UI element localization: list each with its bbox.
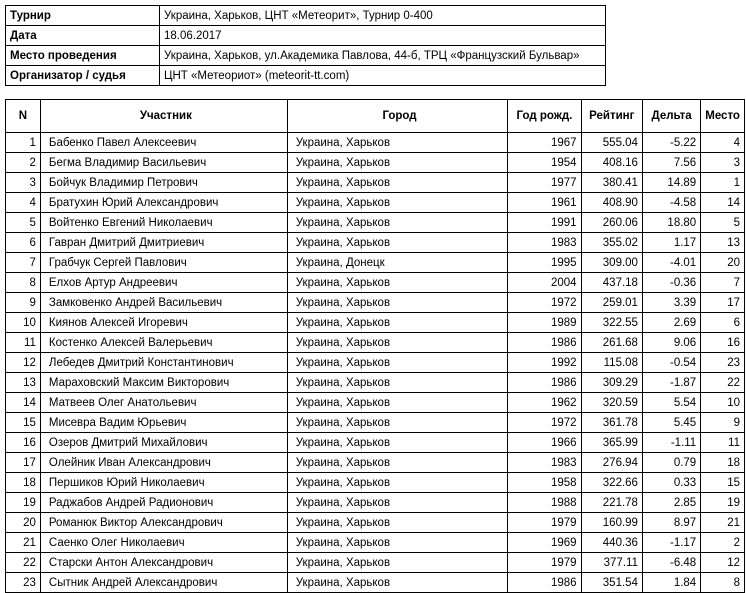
cell-name: Раджабов Андрей Радионович <box>40 493 287 513</box>
cell-delta: 0.79 <box>642 453 700 473</box>
cell-name: Грабчук Сергей Павлович <box>40 253 287 273</box>
cell-place: 7 <box>701 273 745 293</box>
table-row <box>6 213 745 233</box>
table-row <box>6 133 745 153</box>
cell-year: 1986 <box>508 333 581 353</box>
cell-name: Матвеев Олег Анатольевич <box>40 393 287 413</box>
cell-place: 6 <box>701 313 745 333</box>
cell-year: 1995 <box>508 253 581 273</box>
cell-name: Замковенко Андрей Васильевич <box>40 293 287 313</box>
table-row <box>6 453 745 473</box>
cell-city: Украина, Харьков <box>287 513 508 533</box>
table-row <box>6 353 745 373</box>
cell-delta: 5.45 <box>642 413 700 433</box>
cell-name: Озеров Дмитрий Михайлович <box>40 433 287 453</box>
results-table <box>5 99 745 593</box>
cell-delta: 2.85 <box>642 493 700 513</box>
cell-place: 10 <box>701 393 745 413</box>
cell-n: 2 <box>6 153 41 173</box>
table-row <box>6 333 745 353</box>
cell-place: 23 <box>701 353 745 373</box>
info-label: Турнир <box>6 6 160 26</box>
cell-city: Украина, Харьков <box>287 273 508 293</box>
cell-city: Украина, Харьков <box>287 573 508 593</box>
cell-rating: 115.08 <box>581 353 642 373</box>
cell-place: 8 <box>701 573 745 593</box>
cell-delta: -0.54 <box>642 353 700 373</box>
cell-rating: 365.99 <box>581 433 642 453</box>
cell-place: 11 <box>701 433 745 453</box>
cell-rating: 320.59 <box>581 393 642 413</box>
cell-delta: 8.97 <box>642 513 700 533</box>
cell-year: 1966 <box>508 433 581 453</box>
cell-n: 4 <box>6 193 41 213</box>
cell-rating: 276.94 <box>581 453 642 473</box>
cell-delta: -1.87 <box>642 373 700 393</box>
cell-name: Мисевра Вадим Юрьевич <box>40 413 287 433</box>
cell-delta: 3.39 <box>642 293 700 313</box>
cell-rating: 322.55 <box>581 313 642 333</box>
cell-city: Украина, Харьков <box>287 533 508 553</box>
info-row-organizer <box>6 66 606 86</box>
cell-name: Костенко Алексей Валерьевич <box>40 333 287 353</box>
cell-rating: 309.00 <box>581 253 642 273</box>
table-row <box>6 173 745 193</box>
cell-rating: 259.01 <box>581 293 642 313</box>
cell-name: Елхов Артур Андреевич <box>40 273 287 293</box>
cell-n: 19 <box>6 493 41 513</box>
cell-year: 1986 <box>508 373 581 393</box>
cell-rating: 555.04 <box>581 133 642 153</box>
info-value: 18.06.2017 <box>160 26 606 46</box>
cell-year: 2004 <box>508 273 581 293</box>
info-label: Организатор / судья <box>6 66 160 86</box>
cell-place: 13 <box>701 233 745 253</box>
cell-name: Першиков Юрий Николаевич <box>40 473 287 493</box>
cell-name: Романюк Виктор Александрович <box>40 513 287 533</box>
cell-place: 18 <box>701 453 745 473</box>
cell-rating: 261.68 <box>581 333 642 353</box>
cell-name: Бойчук Владимир Петрович <box>40 173 287 193</box>
cell-name: Бабенко Павел Алексеевич <box>40 133 287 153</box>
cell-rating: 361.78 <box>581 413 642 433</box>
cell-year: 1986 <box>508 573 581 593</box>
cell-n: 3 <box>6 173 41 193</box>
cell-delta: 0.33 <box>642 473 700 493</box>
cell-city: Украина, Харьков <box>287 333 508 353</box>
cell-place: 2 <box>701 533 745 553</box>
cell-rating: 309.29 <box>581 373 642 393</box>
cell-rating: 437.18 <box>581 273 642 293</box>
cell-year: 1983 <box>508 453 581 473</box>
cell-name: Войтенко Евгений Николаевич <box>40 213 287 233</box>
table-row <box>6 553 745 573</box>
cell-name: Сытник Андрей Александрович <box>40 573 287 593</box>
column-header-delta: Дельта <box>642 100 700 133</box>
cell-name: Киянов Алексей Игоревич <box>40 313 287 333</box>
table-row <box>6 473 745 493</box>
cell-year: 1969 <box>508 533 581 553</box>
table-row <box>6 233 745 253</box>
info-value: Украина, Харьков, ул.Академика Павлова, 44-б, ТРЦ «Французский Бульвар» <box>160 46 606 66</box>
cell-n: 11 <box>6 333 41 353</box>
cell-year: 1972 <box>508 293 581 313</box>
cell-n: 14 <box>6 393 41 413</box>
cell-n: 8 <box>6 273 41 293</box>
cell-name: Мараховский Максим Викторович <box>40 373 287 393</box>
cell-n: 9 <box>6 293 41 313</box>
column-header-rating: Рейтинг <box>581 100 642 133</box>
results-body <box>6 133 745 593</box>
column-header-n: N <box>6 100 41 133</box>
cell-year: 1979 <box>508 513 581 533</box>
cell-place: 3 <box>701 153 745 173</box>
cell-place: 12 <box>701 553 745 573</box>
cell-city: Украина, Харьков <box>287 453 508 473</box>
cell-name: Саенко Олег Николаевич <box>40 533 287 553</box>
cell-city: Украина, Харьков <box>287 213 508 233</box>
cell-year: 1962 <box>508 393 581 413</box>
cell-city: Украина, Харьков <box>287 153 508 173</box>
cell-n: 21 <box>6 533 41 553</box>
cell-year: 1972 <box>508 413 581 433</box>
cell-city: Украина, Харьков <box>287 373 508 393</box>
table-row <box>6 153 745 173</box>
info-value: ЦНТ «Метеориот» (meteorit-tt.com) <box>160 66 606 86</box>
cell-delta: -0.36 <box>642 273 700 293</box>
table-row <box>6 393 745 413</box>
cell-city: Украина, Харьков <box>287 233 508 253</box>
table-row <box>6 513 745 533</box>
cell-city: Украина, Харьков <box>287 313 508 333</box>
cell-year: 1992 <box>508 353 581 373</box>
cell-n: 15 <box>6 413 41 433</box>
cell-year: 1958 <box>508 473 581 493</box>
column-header-place: Место <box>701 100 745 133</box>
table-header-row <box>6 100 745 133</box>
cell-city: Украина, Харьков <box>287 293 508 313</box>
cell-rating: 351.54 <box>581 573 642 593</box>
cell-place: 17 <box>701 293 745 313</box>
cell-n: 7 <box>6 253 41 273</box>
info-row-tournament <box>6 6 606 26</box>
cell-rating: 322.66 <box>581 473 642 493</box>
cell-rating: 440.36 <box>581 533 642 553</box>
cell-place: 20 <box>701 253 745 273</box>
cell-place: 4 <box>701 133 745 153</box>
cell-place: 19 <box>701 493 745 513</box>
cell-city: Украина, Харьков <box>287 413 508 433</box>
cell-rating: 377.11 <box>581 553 642 573</box>
cell-rating: 260.06 <box>581 213 642 233</box>
cell-year: 1988 <box>508 493 581 513</box>
table-row <box>6 493 745 513</box>
cell-rating: 380.41 <box>581 173 642 193</box>
cell-city: Украина, Харьков <box>287 473 508 493</box>
cell-delta: -5.22 <box>642 133 700 153</box>
cell-city: Украина, Харьков <box>287 433 508 453</box>
table-row <box>6 433 745 453</box>
cell-rating: 355.02 <box>581 233 642 253</box>
cell-delta: 2.69 <box>642 313 700 333</box>
column-header-name: Участник <box>40 100 287 133</box>
table-row <box>6 533 745 553</box>
cell-name: Братухин Юрий Александрович <box>40 193 287 213</box>
tournament-info-table <box>5 5 606 86</box>
cell-place: 9 <box>701 413 745 433</box>
cell-year: 1989 <box>508 313 581 333</box>
cell-city: Украина, Харьков <box>287 173 508 193</box>
info-label: Место проведения <box>6 46 160 66</box>
cell-n: 17 <box>6 453 41 473</box>
cell-place: 16 <box>701 333 745 353</box>
cell-city: Украина, Харьков <box>287 353 508 373</box>
cell-city: Украина, Харьков <box>287 193 508 213</box>
table-row <box>6 273 745 293</box>
table-row <box>6 413 745 433</box>
cell-name: Гавран Дмитрий Дмитриевич <box>40 233 287 253</box>
cell-year: 1954 <box>508 153 581 173</box>
table-row <box>6 253 745 273</box>
cell-place: 21 <box>701 513 745 533</box>
cell-rating: 408.16 <box>581 153 642 173</box>
cell-city: Украина, Харьков <box>287 493 508 513</box>
cell-name: Бегма Владимир Васильевич <box>40 153 287 173</box>
cell-n: 5 <box>6 213 41 233</box>
cell-place: 15 <box>701 473 745 493</box>
column-header-city: Город <box>287 100 508 133</box>
cell-delta: 7.56 <box>642 153 700 173</box>
cell-delta: -6.48 <box>642 553 700 573</box>
cell-n: 23 <box>6 573 41 593</box>
cell-rating: 160.99 <box>581 513 642 533</box>
table-row <box>6 293 745 313</box>
cell-place: 22 <box>701 373 745 393</box>
cell-rating: 408.90 <box>581 193 642 213</box>
cell-delta: 9.06 <box>642 333 700 353</box>
cell-delta: -4.58 <box>642 193 700 213</box>
cell-year: 1961 <box>508 193 581 213</box>
table-row <box>6 313 745 333</box>
cell-place: 5 <box>701 213 745 233</box>
info-label: Дата <box>6 26 160 46</box>
cell-place: 14 <box>701 193 745 213</box>
cell-year: 1991 <box>508 213 581 233</box>
cell-delta: -4.01 <box>642 253 700 273</box>
cell-n: 18 <box>6 473 41 493</box>
cell-delta: -1.11 <box>642 433 700 453</box>
cell-n: 22 <box>6 553 41 573</box>
cell-year: 1979 <box>508 553 581 573</box>
info-row-date <box>6 26 606 46</box>
cell-n: 20 <box>6 513 41 533</box>
cell-name: Олейник Иван Александрович <box>40 453 287 473</box>
cell-name: Старски Антон Александрович <box>40 553 287 573</box>
cell-rating: 221.78 <box>581 493 642 513</box>
info-value: Украина, Харьков, ЦНТ «Метеорит», Турнир 0-400 <box>160 6 606 26</box>
cell-year: 1977 <box>508 173 581 193</box>
cell-year: 1967 <box>508 133 581 153</box>
cell-city: Украина, Харьков <box>287 393 508 413</box>
cell-city: Украина, Харьков <box>287 133 508 153</box>
cell-n: 12 <box>6 353 41 373</box>
cell-city: Украина, Харьков <box>287 553 508 573</box>
cell-delta: 5.54 <box>642 393 700 413</box>
cell-n: 10 <box>6 313 41 333</box>
cell-year: 1983 <box>508 233 581 253</box>
column-header-year: Год рожд. <box>508 100 581 133</box>
cell-delta: 18.80 <box>642 213 700 233</box>
cell-delta: -1.17 <box>642 533 700 553</box>
info-row-venue <box>6 46 606 66</box>
table-row <box>6 573 745 593</box>
table-row <box>6 193 745 213</box>
cell-n: 13 <box>6 373 41 393</box>
cell-n: 6 <box>6 233 41 253</box>
cell-delta: 1.17 <box>642 233 700 253</box>
table-row <box>6 373 745 393</box>
cell-n: 1 <box>6 133 41 153</box>
cell-n: 16 <box>6 433 41 453</box>
cell-delta: 14.89 <box>642 173 700 193</box>
cell-delta: 1.84 <box>642 573 700 593</box>
cell-name: Лебедев Дмитрий Константинович <box>40 353 287 373</box>
cell-city: Украина, Донецк <box>287 253 508 273</box>
cell-place: 1 <box>701 173 745 193</box>
